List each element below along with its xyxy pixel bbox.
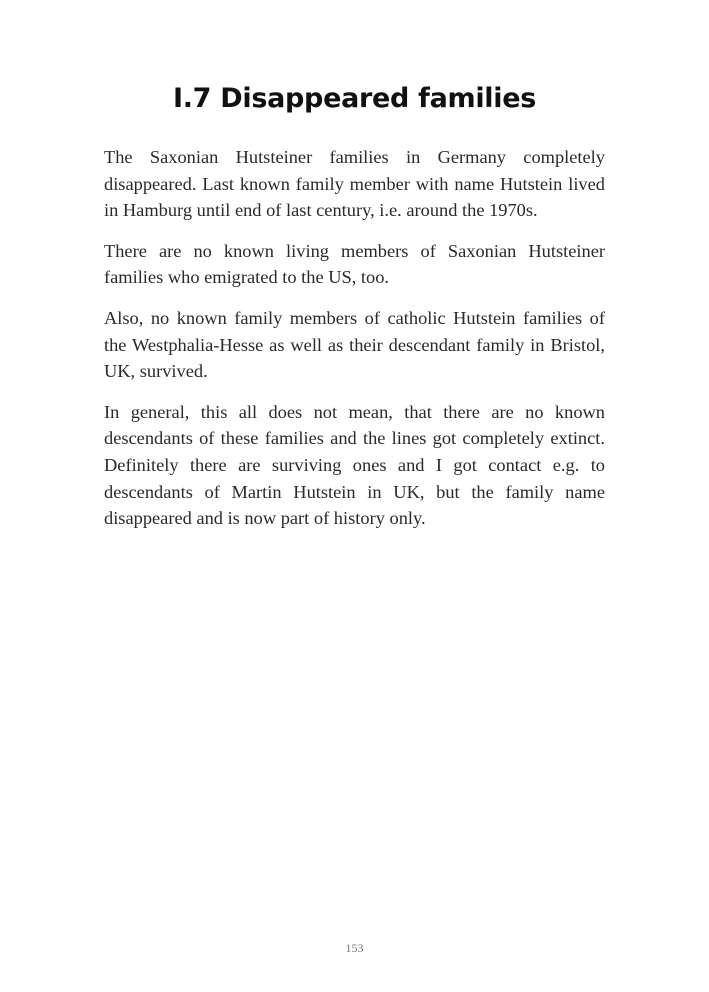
paragraph: The Saxonian Hutsteiner families in Germany completely disappeared. Last known family member with name Hutstein lived in Hamburg until end of last century, i.e. around the 1970s. (104, 147, 605, 221)
section-heading: I.7 Disappeared families (172, 83, 537, 114)
body-text (104, 144, 605, 546)
paragraph: In general, this all does not mean, that there are no known descendants of these families and the lines got completely extinct. Definitely there are surviving ones and I got contact e.g. to descendants of Martin Hutstein in UK, but the family name disappeared and is now part of history only. (104, 401, 605, 529)
paragraph: Also, no known family members of catholic Hutstein families of the Westphalia-Hesse as well as their descendant family in Bristol, UK, survived. (104, 307, 605, 382)
paragraph: There are no known living members of Saxonian Hutsteiner families who emigrated to the US, too. (104, 240, 605, 288)
page-number: 153 (345, 941, 364, 955)
